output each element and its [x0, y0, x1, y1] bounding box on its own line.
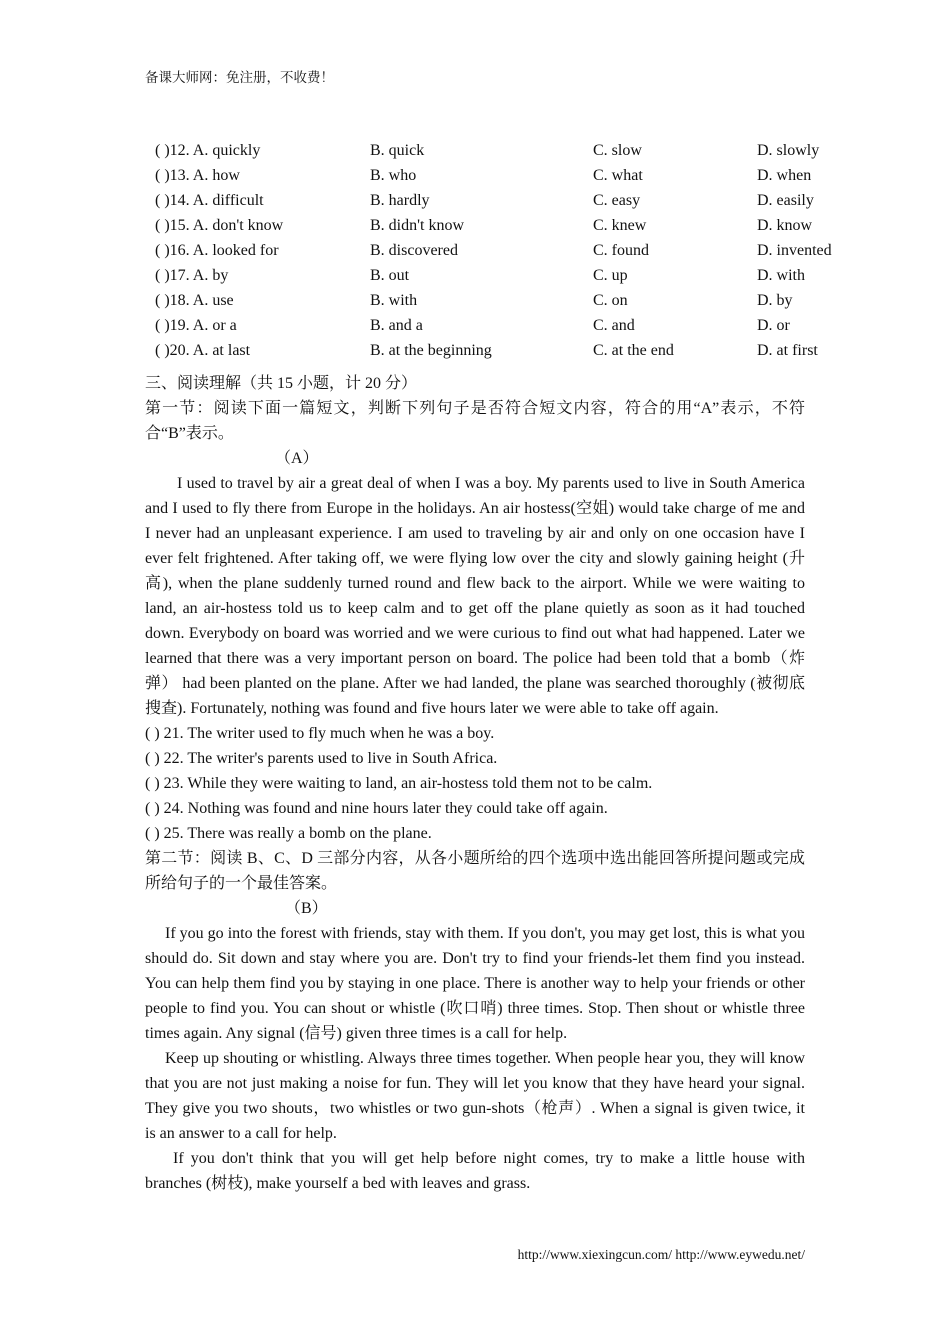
- option-a: ( )16. A. looked for: [155, 242, 279, 259]
- option-c: C. slow: [593, 142, 642, 159]
- question-item: ( ) 22. The writer's parents used to live in South Africa.: [145, 750, 498, 767]
- option-row: [155, 213, 855, 238]
- passage-b-label: （B）: [285, 900, 328, 917]
- passage-a: I used to travel by air a great deal of when I was a boy. My parents used to live in South America and I used to fly there from Europe in the holidays. An air hostess(空姐) would take charge of me and I never had an unpleasant experience. I am used to traveling by air and only on one occasion have I ever felt frightened. After taking off, we were flying low over the city and slowly gaining height (升高), when the plane suddenly turned round and flew back to the airport. While we were waiting to land, an air-hostess told us to keep calm and to get off the plane quietly as soon as it had touched down. Everybody on board was worried and we were curious to find out what had happened. Later we learned that there was a very important person on board. The police had been told that a bomb（炸弹） had been planted on the plane. After we had landed, the plane was searched thoroughly (被彻底搜查). Fortunately, nothing was found and five hours later we were able to take off again.: [145, 475, 805, 717]
- option-b: B. discovered: [370, 242, 458, 259]
- option-a: ( )12. A. quickly: [155, 142, 261, 159]
- passage-b-paragraph: If you don't think that you will get help before night comes, try to make a little house with branches (树枝), make yourself a bed with leaves and grass.: [145, 1150, 805, 1192]
- option-c: C. easy: [593, 192, 641, 209]
- option-d: D. with: [757, 267, 805, 284]
- passage-a-label: （A）: [275, 450, 319, 467]
- option-a: ( )19. A. or a: [155, 317, 237, 334]
- section-title: 三、阅读理解（共 15 小题，计 20 分）: [145, 375, 418, 392]
- reading-section: [145, 371, 805, 1196]
- question-item: ( ) 21. The writer used to fly much when he was a boy.: [145, 725, 495, 742]
- option-a: ( )14. A. difficult: [155, 192, 264, 209]
- option-d: D. at first: [757, 342, 818, 359]
- option-b: B. out: [370, 267, 410, 284]
- page-footer-links[interactable]: http://www.xiexingcun.com/ http://www.eywedu.net/: [517, 1247, 805, 1262]
- option-row: [155, 138, 855, 163]
- part2-instruction: 第二节：阅读 B、C、D 三部分内容，从各小题所给的四个选项中选出能回答所提问题或完成所给句子的一个最佳答案。: [145, 850, 805, 892]
- option-row: [155, 163, 855, 188]
- option-c: C. found: [593, 242, 649, 259]
- page-header: 备课大师网：免注册，不收费！: [145, 70, 334, 85]
- question-item: ( ) 25. There was really a bomb on the plane.: [145, 825, 432, 842]
- option-row: [155, 188, 855, 213]
- question-item: ( ) 23. While they were waiting to land, an air-hostess told them not to be calm.: [145, 775, 653, 792]
- question-item: ( ) 24. Nothing was found and nine hours later they could take off again.: [145, 800, 608, 817]
- option-b: B. who: [370, 167, 417, 184]
- option-d: D. by: [757, 292, 793, 309]
- option-d: D. slowly: [757, 142, 820, 159]
- options-list: [155, 138, 855, 363]
- option-row: [155, 263, 855, 288]
- option-a: ( )15. A. don't know: [155, 217, 284, 234]
- option-a: ( )17. A. by: [155, 267, 229, 284]
- option-row: [155, 288, 855, 313]
- option-c: C. up: [593, 267, 628, 284]
- option-b: B. and a: [370, 317, 423, 334]
- option-a: ( )13. A. how: [155, 167, 240, 184]
- part1-instruction: 第一节：阅读下面一篇短文，判断下列句子是否符合短文内容，符合的用“A”表示，不符合“B”表示。: [145, 400, 805, 442]
- option-d: D. invented: [757, 242, 832, 259]
- option-row: [155, 338, 855, 363]
- option-b: B. hardly: [370, 192, 430, 209]
- option-d: D. know: [757, 217, 813, 234]
- option-d: D. easily: [757, 192, 814, 209]
- option-c: C. knew: [593, 217, 647, 234]
- passage-b-paragraph: If you go into the forest with friends, stay with them. If you don't, you may get lost, this is what you should do. Sit down and stay where you are. Don't try to find your friends-let them find you instead. You can help them find you by staying in one place. There is another way to help your friends or other people to find you. You can shout or whistle (吹口哨) three times. Stop. Then shout or whistle three times again. Any signal (信号) given three times is a call for help.: [145, 925, 805, 1042]
- option-a: ( )20. A. at last: [155, 342, 251, 359]
- option-c: C. what: [593, 167, 643, 184]
- option-a: ( )18. A. use: [155, 292, 234, 309]
- option-b: B. at the beginning: [370, 342, 492, 359]
- option-row: [155, 313, 855, 338]
- option-c: C. and: [593, 317, 635, 334]
- option-b: B. didn't know: [370, 217, 464, 234]
- option-c: C. on: [593, 292, 628, 309]
- option-d: D. when: [757, 167, 812, 184]
- option-row: [155, 238, 855, 263]
- option-b: B. quick: [370, 142, 425, 159]
- option-d: D. or: [757, 317, 790, 334]
- option-c: C. at the end: [593, 342, 674, 359]
- passage-b-paragraph: Keep up shouting or whistling. Always three times together. When people hear you, they will know that you are not just making a noise for fun. They will let you know that they have heard your signal. They give you two shouts，two whistles or two gun-shots（枪声）. When a signal is given twice, it is an answer to a call for help.: [145, 1050, 805, 1142]
- option-b: B. with: [370, 292, 418, 309]
